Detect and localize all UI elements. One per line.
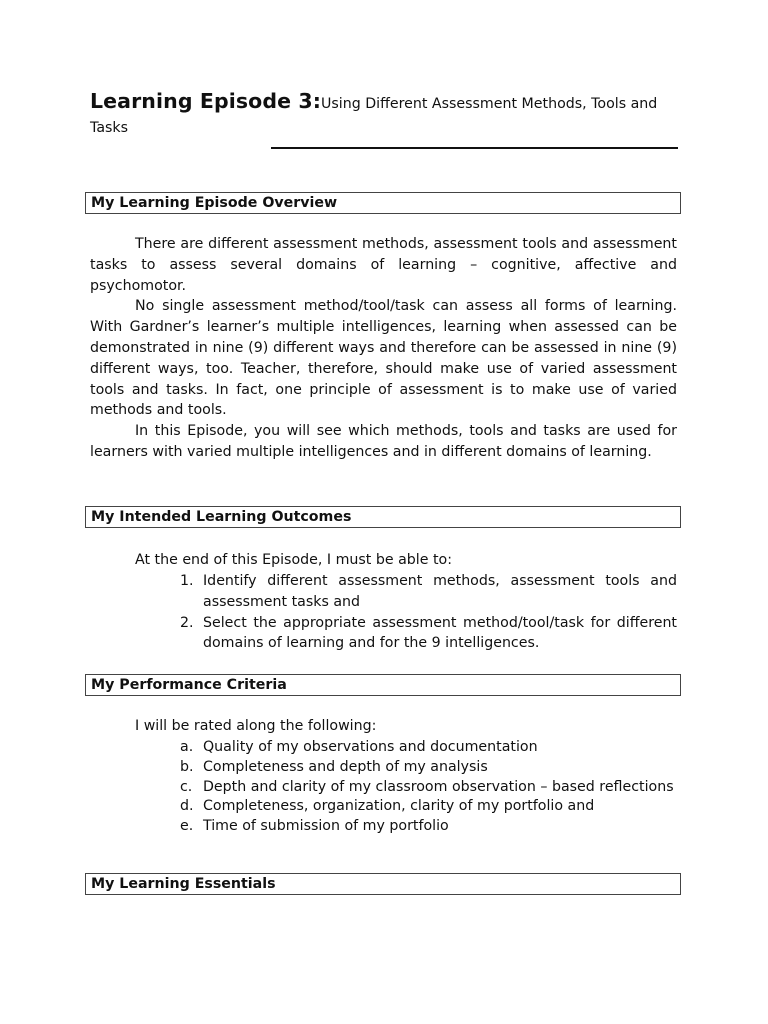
- title-underline: [271, 147, 678, 149]
- list-item: [178, 797, 677, 817]
- overview-paragraph: No single assessment method/tool/task can assess all forms of learning. With Gardner’s learner’s multiple intelligences, learning when assessed can be demonstrated in nine (9) different ways and therefore can be assessed in nine (9) different ways, too. Teacher, therefore, should make use of varied assessment tools and tasks. In fact, one principle of assessment is to make use of varied methods and tools.: [90, 298, 677, 419]
- list-item-text: Quality of my observations and documentation: [203, 739, 538, 755]
- list-item-text: Time of submission of my portfolio: [203, 817, 449, 834]
- episode-title-subtitle: Using Different Assessment Methods, Tools and Tasks: [90, 96, 658, 136]
- list-item-text: Completeness, organization, clarity of my portfolio and: [203, 798, 595, 814]
- section-heading-essentials: My Learning Essentials: [85, 873, 681, 895]
- episode-title: [90, 89, 678, 140]
- list-marker: b.: [180, 758, 194, 775]
- overview-body: [90, 234, 677, 463]
- list-marker: 1.: [180, 573, 194, 589]
- list-marker: d.: [180, 798, 194, 814]
- criteria-lead: I will be rated along the following:: [135, 718, 377, 734]
- list-item-text: Select the appropriate assessment method/tool/task for different domains of learning and for the 9 intelligences.: [203, 614, 677, 652]
- list-item: [178, 758, 677, 778]
- list-item: [178, 613, 677, 655]
- list-item-text: Identify different assessment methods, assessment tools and assessment tasks and: [203, 573, 677, 610]
- section-heading-criteria: My Performance Criteria: [85, 674, 681, 696]
- list-marker: c.: [180, 779, 193, 795]
- list-marker: e.: [180, 817, 194, 834]
- criteria-list: [178, 738, 677, 836]
- overview-paragraph: There are different assessment methods, assessment tools and assessment tasks to assess several domains of learning – cognitive, affective and psychomotor.: [90, 236, 677, 294]
- list-item: [178, 738, 677, 758]
- list-item: [178, 777, 677, 797]
- list-item-text: Completeness and depth of my analysis: [203, 758, 488, 775]
- list-item: [178, 817, 677, 837]
- section-heading-overview: My Learning Episode Overview: [85, 192, 681, 214]
- list-item: [178, 571, 677, 613]
- outcomes-lead: At the end of this Episode, I must be able to:: [135, 552, 452, 568]
- section-heading-outcomes: My Intended Learning Outcomes: [85, 506, 681, 528]
- list-marker: 2.: [180, 614, 194, 631]
- list-item-text: Depth and clarity of my classroom observation – based reflections: [203, 779, 674, 795]
- list-marker: a.: [180, 739, 194, 755]
- episode-title-main: Learning Episode 3:: [90, 89, 322, 113]
- outcomes-list: [178, 571, 677, 654]
- overview-paragraph: In this Episode, you will see which methods, tools and tasks are used for learners with varied multiple intelligences and in different domains of learning.: [90, 423, 677, 460]
